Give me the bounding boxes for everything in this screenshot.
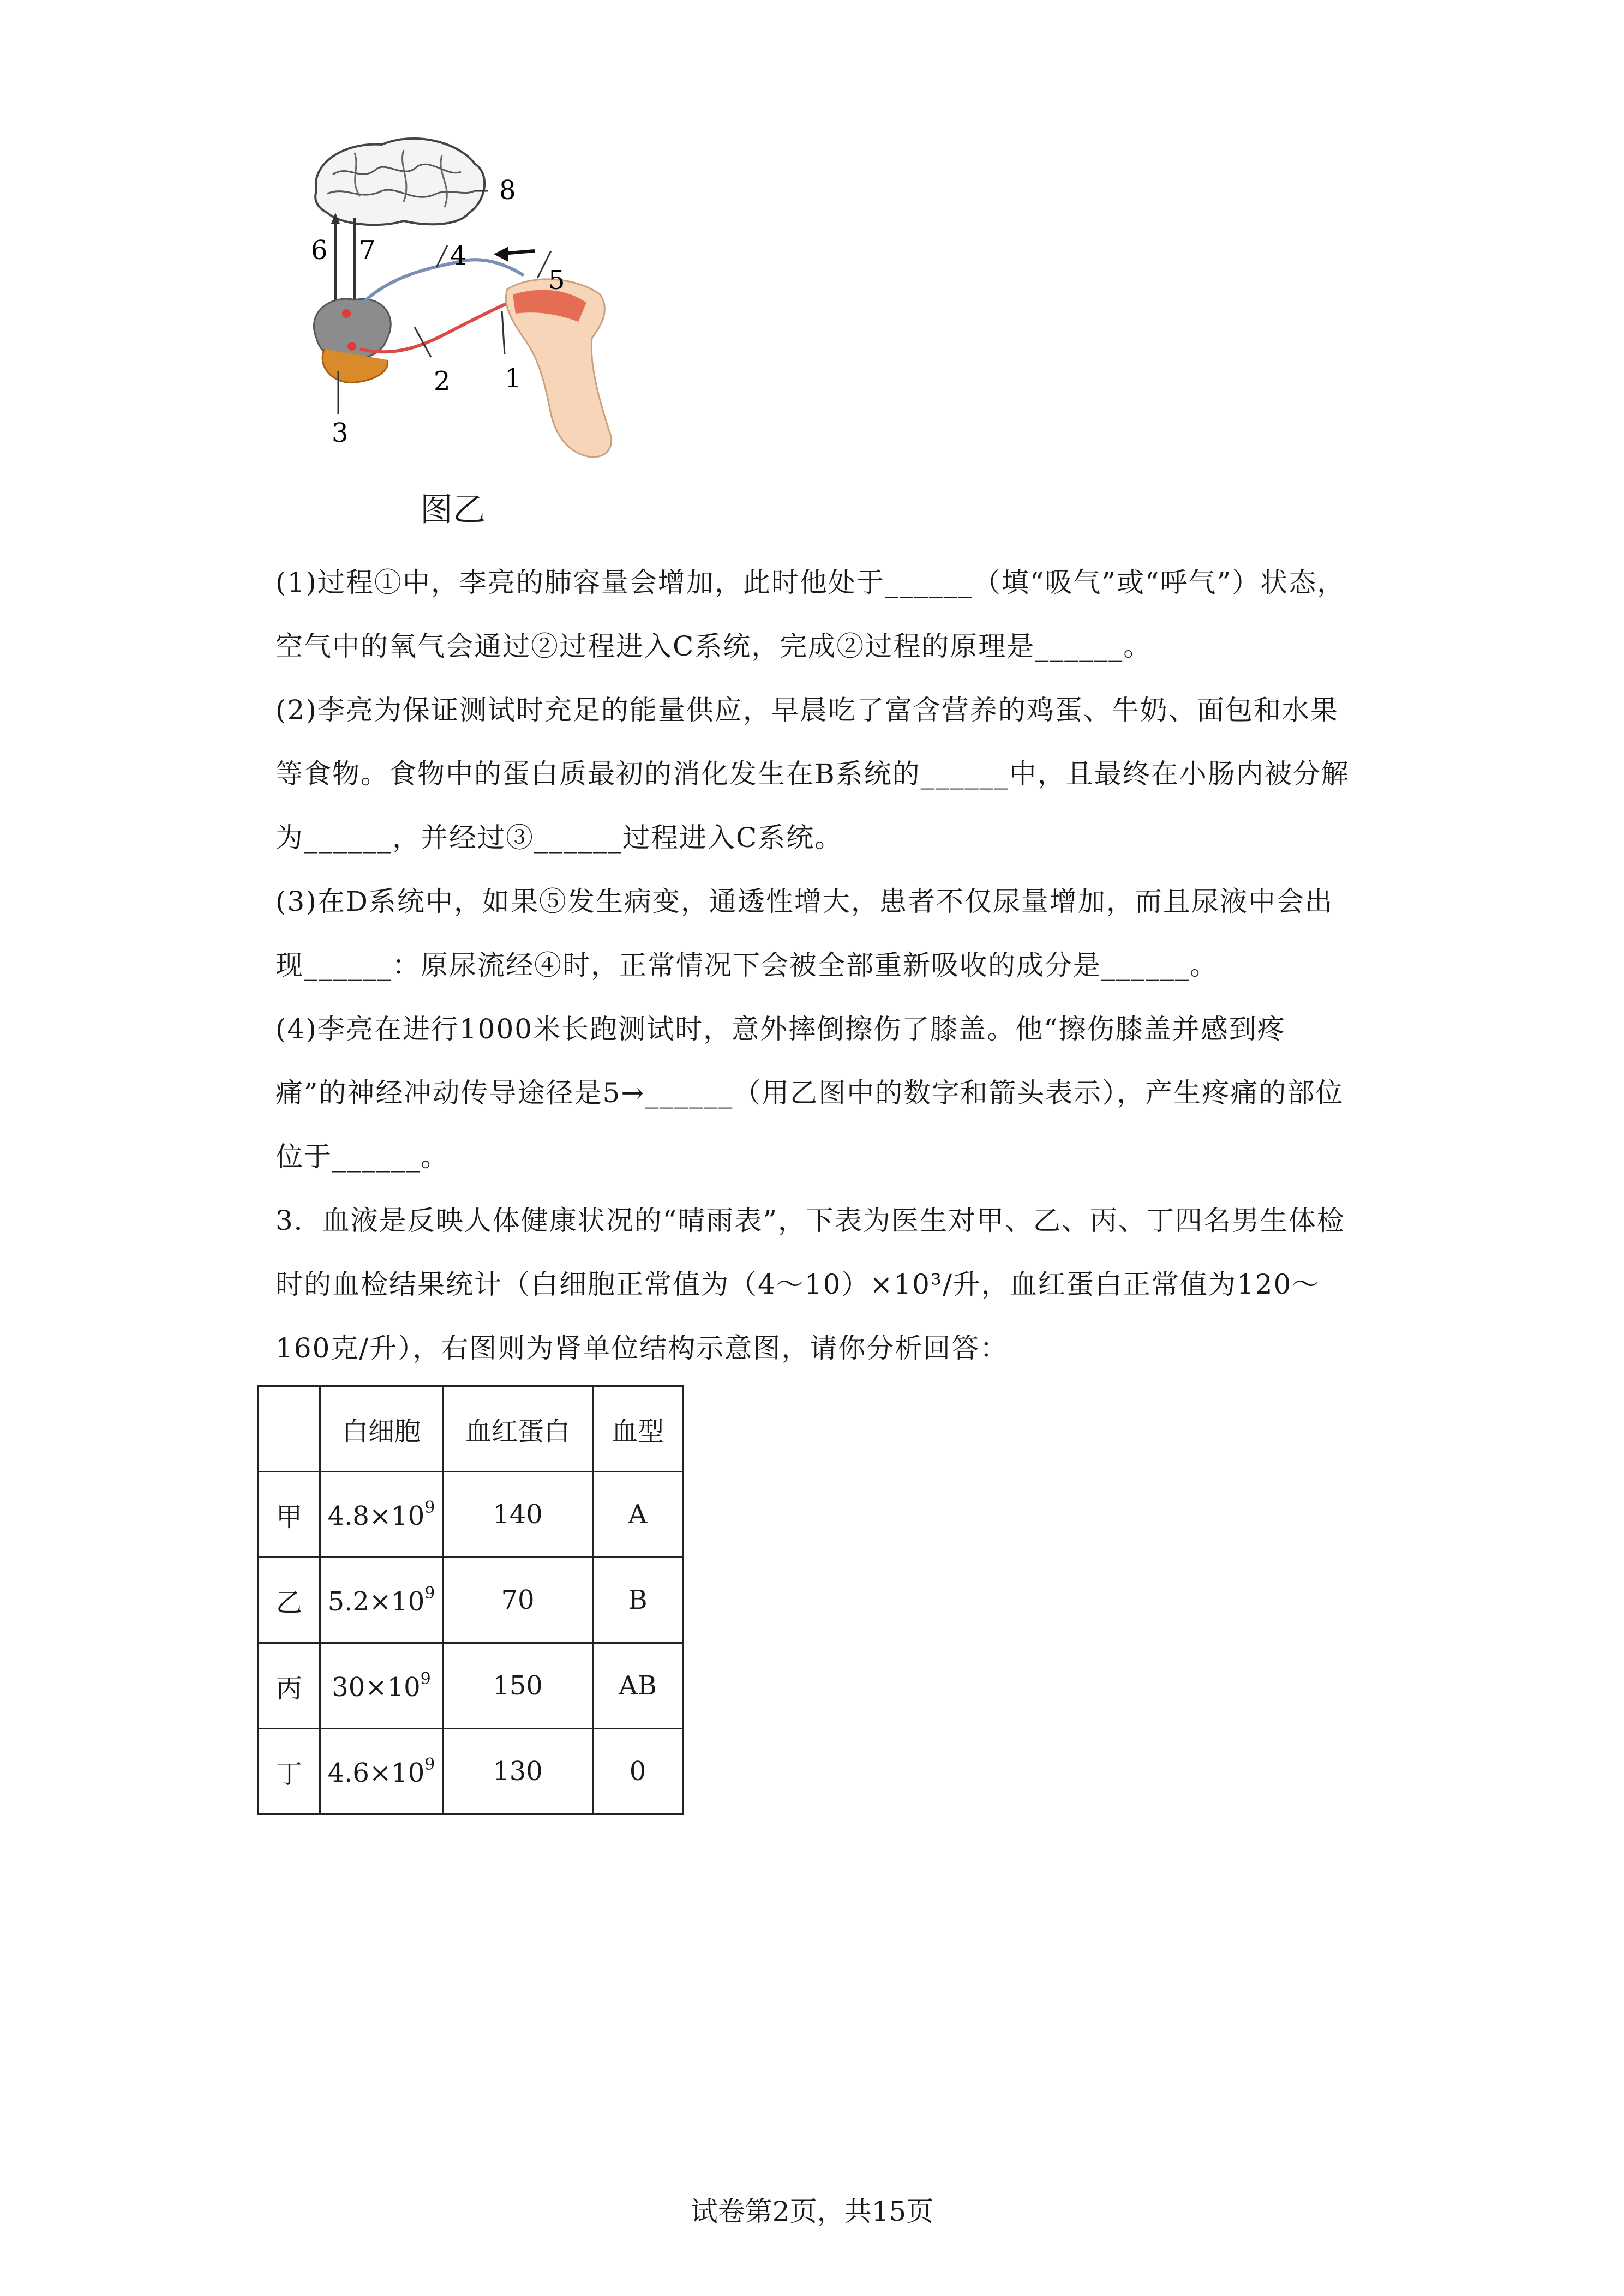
hb-cell: 130	[443, 1729, 593, 1814]
spinal-cord-section	[314, 299, 391, 382]
table-row	[259, 1558, 683, 1643]
header-cell	[259, 1386, 320, 1472]
question-4: (4)李亮在进行1000米长跑测试时，意外摔倒擦伤了膝盖。他“擦伤膝盖并感到疼痛”的神经冲动传导途径是5→______（用乙图中的数字和箭头表示），产生疼痛的部位位于______。	[275, 1013, 1344, 1173]
label-5: 5	[548, 265, 565, 296]
wbc-cell: $4.6\times 10^9$	[320, 1729, 443, 1814]
question-3: (3)在D系统中，如果⑤发生病变，通透性增大，患者不仅尿量增加，而且尿液中会出现______：原尿流经④时，正常情况下会被全部重新吸收的成分是______。	[275, 886, 1333, 981]
question-1: (1)过程①中，李亮的肺容量会增加，此时他处于______（填“吸气”或“呼气”）状态，空气中的氧气会通过②过程进入C系统，完成②过程的原理是______。	[275, 567, 1346, 662]
leg-drawing	[506, 279, 611, 457]
row-name: 甲	[259, 1472, 320, 1558]
row-name: 丁	[259, 1729, 320, 1814]
blood-type-cell: A	[593, 1472, 683, 1558]
header-cell: 血型	[593, 1386, 683, 1472]
table-row	[259, 1472, 683, 1558]
header-cell: 白细胞	[320, 1386, 443, 1472]
brain-drawing	[315, 139, 484, 225]
hb-cell: 150	[443, 1643, 593, 1729]
label-2: 2	[434, 366, 451, 396]
label-6: 6	[311, 235, 328, 266]
label-4: 4	[450, 241, 467, 271]
label-1: 1	[505, 363, 522, 394]
header-cell: 血红蛋白	[443, 1386, 593, 1472]
wbc-cell: $4.8\times 10^9$	[320, 1472, 443, 1558]
row-name: 乙	[259, 1558, 320, 1643]
label-3: 3	[332, 418, 349, 448]
page-footer: 试卷第2页，共15页	[690, 2196, 934, 2227]
table-row	[259, 1643, 683, 1729]
wbc-cell: $5.2\times 10^9$	[320, 1558, 443, 1643]
label-8: 8	[499, 175, 516, 206]
reflex-arc-diagram	[295, 131, 633, 469]
figure-caption: 图乙	[420, 491, 486, 529]
table-header-row	[259, 1386, 683, 1472]
label-7: 7	[359, 235, 376, 266]
blood-type-cell: B	[593, 1558, 683, 1643]
blood-test-table	[257, 1385, 684, 1815]
hb-cell: 70	[443, 1558, 593, 1643]
table-row	[259, 1729, 683, 1814]
question-2: (2)李亮为保证测试时充足的能量供应，早晨吃了富含营养的鸡蛋、牛奶、面包和水果等食物。食物中的蛋白质最初的消化发生在B系统的______中，且最终在小肠内被分解为______，并经过③______过程进入C系统。	[275, 694, 1350, 854]
problem-3-text: 3．血液是反映人体健康状况的“晴雨表”，下表为医生对甲、乙、丙、丁四名男生体检时的血检结果统计（白细胞正常值为（4～10）×10³/升，血红蛋白正常值为120～160克/升），右图则为肾单位结构示意图，请你分析回答：	[275, 1205, 1345, 1364]
reflex-arc-figure	[295, 131, 633, 469]
blood-type-cell: AB	[593, 1643, 683, 1729]
blood-type-cell: 0	[593, 1729, 683, 1814]
row-name: 丙	[259, 1643, 320, 1729]
hb-cell: 140	[443, 1472, 593, 1558]
wbc-cell: $30\times 10^9$	[320, 1643, 443, 1729]
